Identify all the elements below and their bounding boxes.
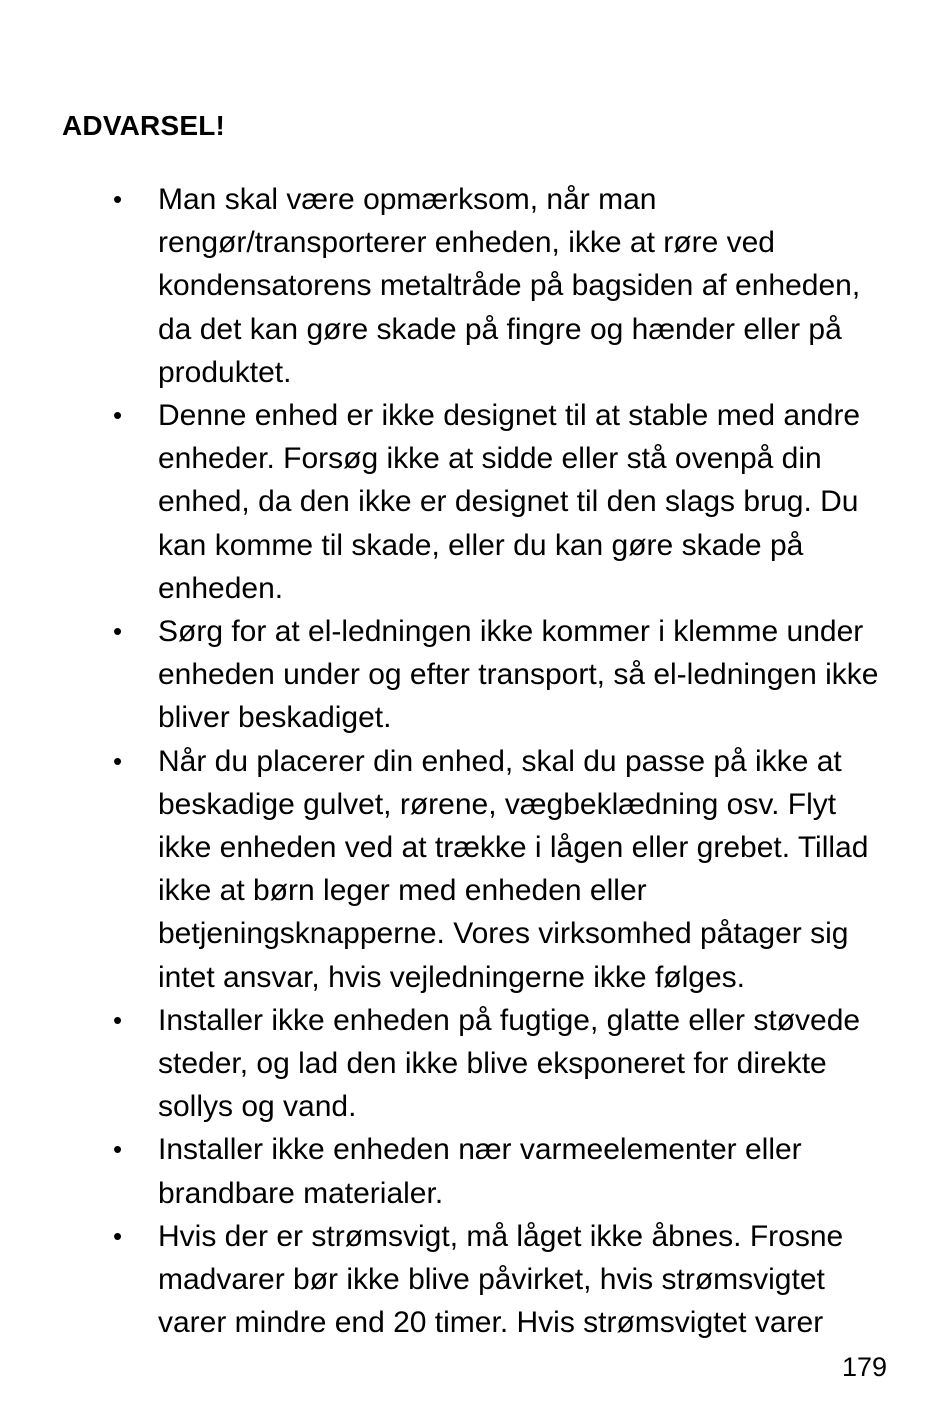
page-number: 179 <box>841 1352 887 1382</box>
list-item-text: Installer ikke enheden på fugtige, glatte eller støvede steder, og lad den ikke blive eksponeret for direkte sollys og vand. <box>158 1003 861 1124</box>
list-item <box>0 1215 950 1345</box>
warning-heading: ADVARSEL! <box>62 110 226 141</box>
bullet-icon: • <box>113 1004 123 1035</box>
bullet-icon: • <box>113 1134 123 1165</box>
list-item <box>0 178 950 394</box>
warning-list <box>0 178 950 1344</box>
list-item <box>0 740 950 999</box>
list-item <box>0 394 950 610</box>
list-item-text: Man skal være opmærksom, når man rengør/transporterer enheden, ikke at røre ved kondensatorens metaltråde på bagsiden af enheden, da det kan gøre skade på fingre og hænder eller på produktet. <box>158 183 861 389</box>
list-item-text: Hvis der er strømsvigt, må låget ikke åbnes. Frosne madvarer bør ikke blive påvirket, hvis strømsvigtet varer mindre end 20 timer. Hvis strømsvigtet varer <box>158 1219 844 1340</box>
list-item-text: Installer ikke enheden nær varmeelementer eller brandbare materialer. <box>158 1133 802 1210</box>
bullet-icon: • <box>113 616 123 647</box>
bullet-icon: • <box>113 1220 123 1251</box>
list-item-text: Sørg for at el-ledningen ikke kommer i klemme under enheden under og efter transport, så el-ledningen ikke bliver beskadiget. <box>158 615 879 735</box>
list-item-text: Denne enhed er ikke designet til at stable med andre enheder. Forsøg ikke at sidde eller stå ovenpå din enhed, da den ikke er designet til den slags brug. Du kan komme til skade, eller du kan gøre skade på enheden. <box>158 399 861 605</box>
list-item <box>0 999 950 1129</box>
bullet-icon: • <box>113 400 123 431</box>
list-item <box>0 610 950 740</box>
bullet-icon: • <box>113 184 123 214</box>
list-item-text: Når du placerer din enhed, skal du passe på ikke at beskadige gulvet, rørene, vægbeklædning osv. Flyt ikke enheden ved at trække i lågen eller grebet. Tillad ikke at børn leger med enheden eller betjeningsknapperne. Vores virksomhed påtager sig intet ansvar, hvis vejledningerne ikke følges. <box>158 744 869 994</box>
list-item <box>0 1128 950 1214</box>
bullet-icon: • <box>113 745 123 776</box>
